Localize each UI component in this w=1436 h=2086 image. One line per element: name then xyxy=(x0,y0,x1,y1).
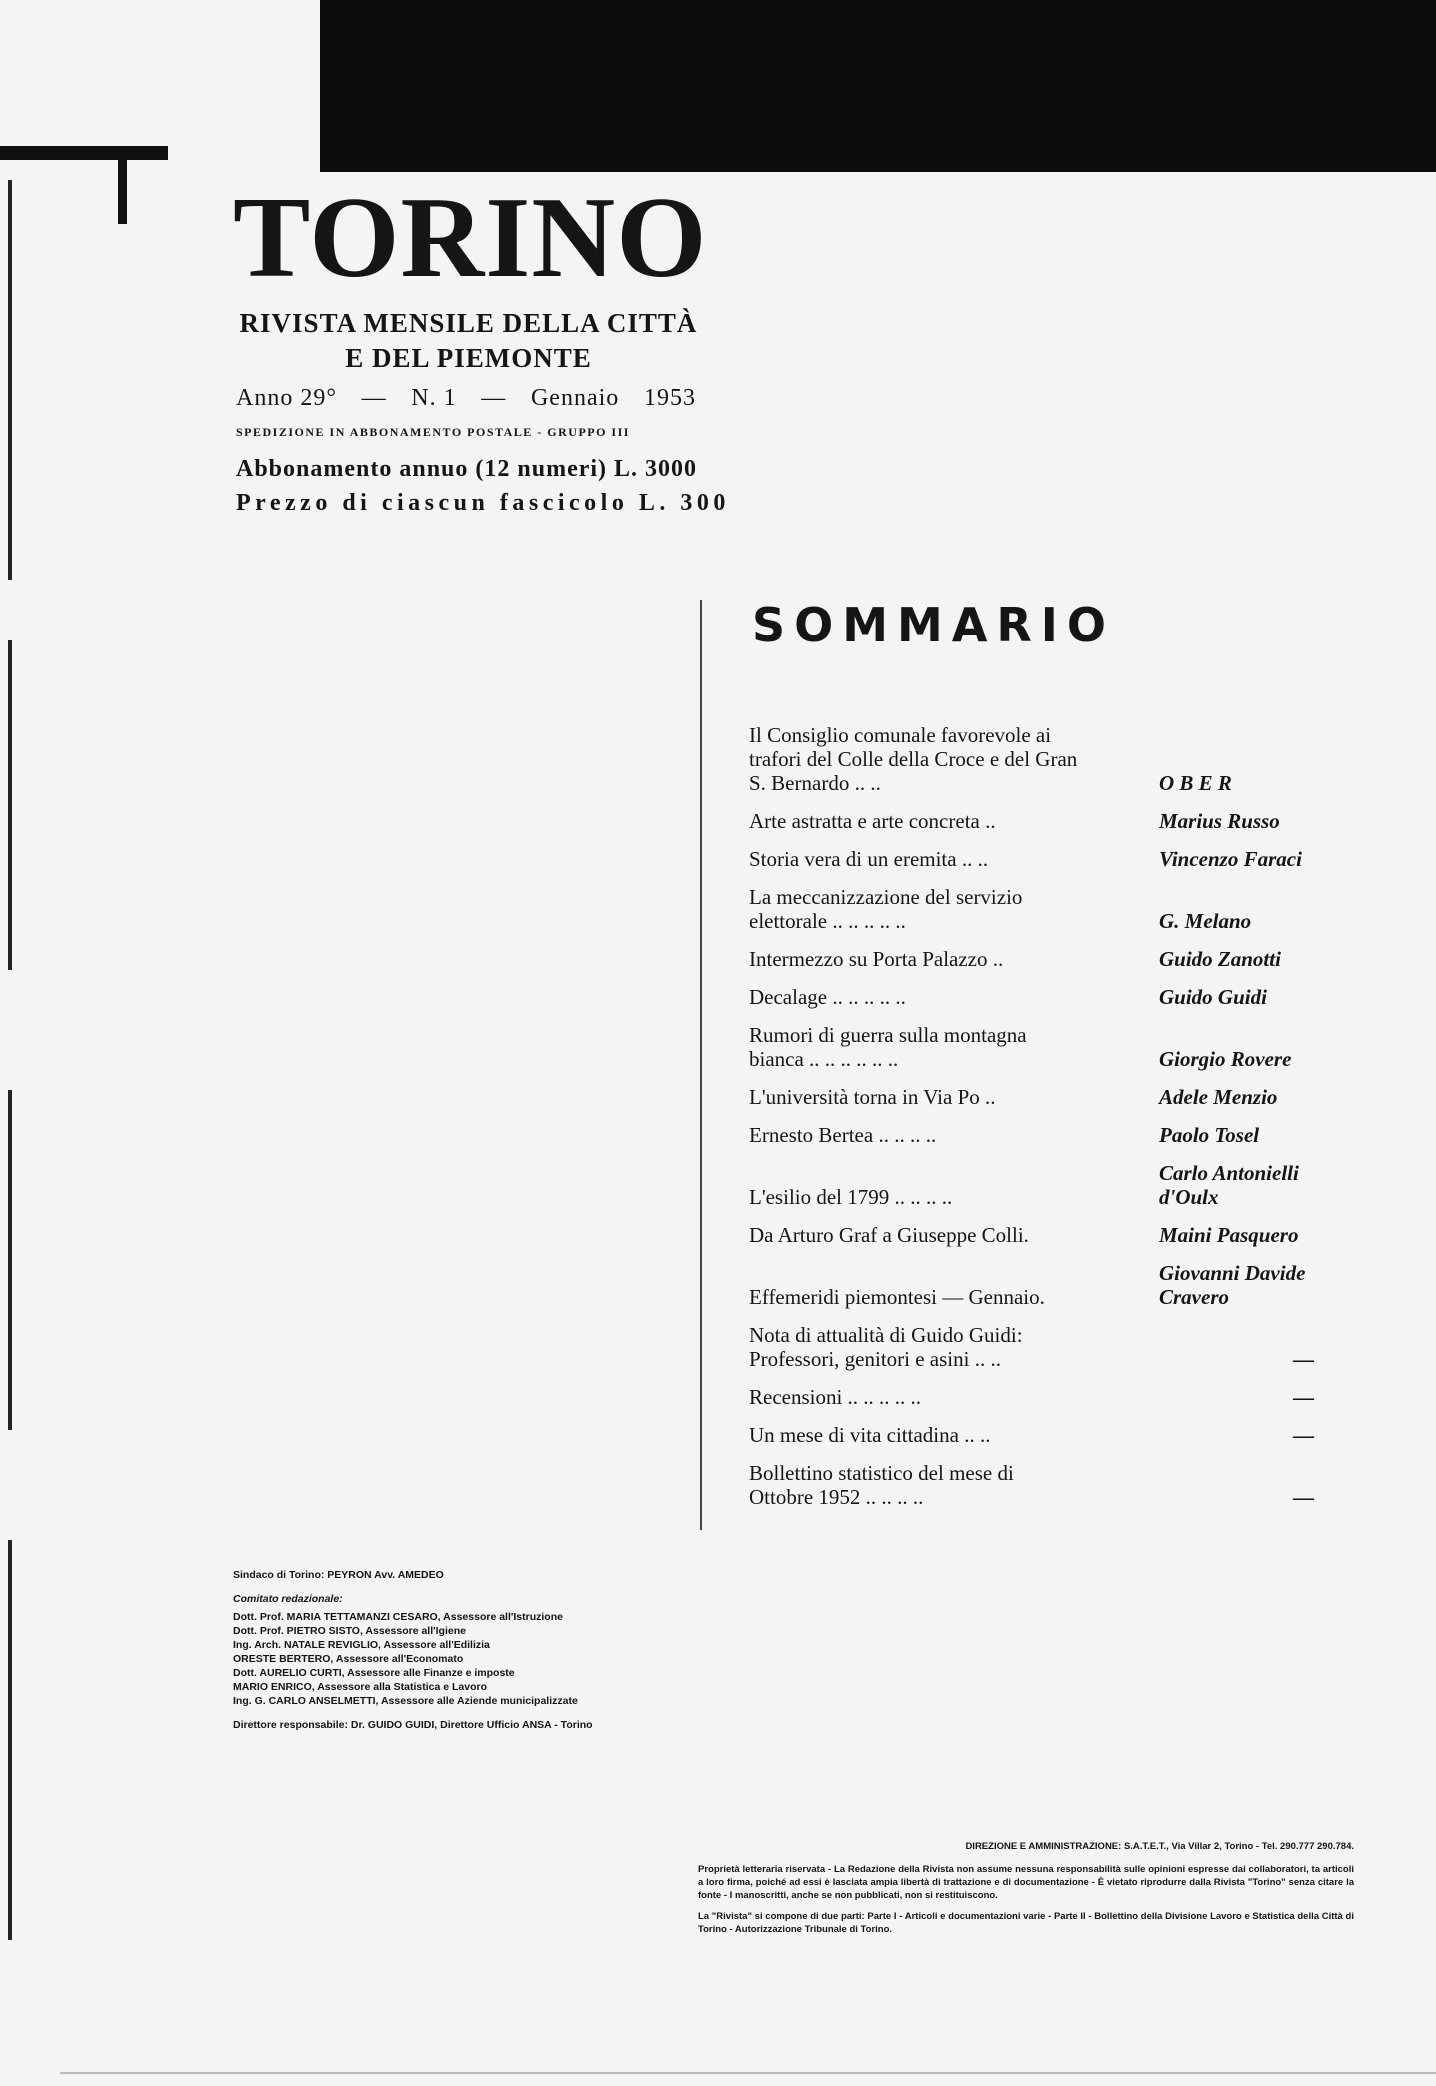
magazine-parts-note: La "Rivista" si compone di due parti: Parte I - Articoli e documentazioni varie - Parte II - Bollettino della Divisione Lavoro e Statistica della Città di Torino - Autorizzazione Tribunale di Torino. xyxy=(698,1911,1354,1935)
scan-black-border xyxy=(320,0,1436,172)
toc-entry xyxy=(749,809,1324,833)
toc-entry-author: — xyxy=(1293,1347,1314,1371)
magazine-title: TORINO xyxy=(233,174,708,302)
toc-entry-title: Decalage .. .. .. .. .. xyxy=(749,985,906,1009)
issue-price: Prezzo di ciascun fascicolo L. 300 xyxy=(236,490,730,516)
toc-entry-author: O B E R xyxy=(1159,771,1232,795)
scan-left-edge xyxy=(8,1540,12,1940)
scan-left-edge xyxy=(8,640,12,970)
toc-entry xyxy=(749,885,1324,933)
toc-entry-title: Rumori di guerra sulla montagna bianca .. .. .. .. .. .. xyxy=(749,1023,1027,1071)
postal-notice: SPEDIZIONE IN ABBONAMENTO POSTALE - GRUPPO III xyxy=(236,425,630,439)
committee-label: Comitato redazionale: xyxy=(233,1593,343,1605)
subscription-price: Abbonamento annuo (12 numeri) L. 3000 xyxy=(236,456,698,482)
toc-entry-author: Marius Russo xyxy=(1159,809,1280,833)
issue-line xyxy=(236,385,696,412)
administration-address: DIREZIONE E AMMINISTRAZIONE: S.A.T.E.T., Via Villar 2, Torino - Tel. 290.777 290.784. xyxy=(965,1841,1354,1852)
toc-entry xyxy=(749,1123,1324,1147)
issue-separator: — xyxy=(481,385,507,411)
toc-entry-title: Nota di attualità di Guido Guidi: Professori, genitori e asini .. .. xyxy=(749,1323,1023,1371)
issue-separator: — xyxy=(361,385,387,411)
committee-member: Dott. Prof. PIETRO SISTO, Assessore all'Igiene xyxy=(233,1625,466,1637)
toc-entry-title: Effemeridi piemontesi — Gennaio. xyxy=(749,1285,1045,1309)
committee-member: Ing. G. CARLO ANSELMETTI, Assessore alle Aziende municipalizzate xyxy=(233,1695,578,1707)
toc-entry-author: — xyxy=(1293,1485,1314,1509)
toc-entry xyxy=(749,1261,1324,1309)
toc-entry-author: Guido Zanotti xyxy=(1159,947,1281,971)
scan-corner-mark-vertical xyxy=(118,146,127,224)
committee-member: Dott. Prof. MARIA TETTAMANZI CESARO, Assessore all'Istruzione xyxy=(233,1611,563,1623)
toc-entry-author: Giorgio Rovere xyxy=(1159,1047,1292,1071)
scan-bottom-edge xyxy=(60,2072,1436,2074)
issue-month: Gennaio xyxy=(530,385,620,411)
scan-left-edge xyxy=(8,1090,12,1430)
committee-member: ORESTE BERTERO, Assessore all'Economato xyxy=(233,1653,464,1665)
committee-member: Dott. AURELIO CURTI, Assessore alle Finanze e imposte xyxy=(233,1667,515,1679)
toc-entry-author: — xyxy=(1293,1423,1314,1447)
toc-entry xyxy=(749,1023,1324,1071)
column-divider xyxy=(700,600,702,1530)
subtitle-line-2: E DEL PIEMONTE xyxy=(345,343,592,373)
committee-members xyxy=(233,1610,713,1708)
scan-corner-mark xyxy=(0,146,168,160)
toc-entry xyxy=(749,1323,1324,1371)
toc-entry-title: Recensioni .. .. .. .. .. xyxy=(749,1385,922,1409)
toc-entry-author: Maini Pasquero xyxy=(1159,1223,1299,1247)
toc-entry xyxy=(749,1461,1324,1509)
contents-heading: SOMMARIO xyxy=(752,598,1116,652)
toc-entry-title: Un mese di vita cittadina .. .. xyxy=(749,1423,991,1447)
toc-entry-author: — xyxy=(1293,1385,1314,1409)
committee-member: Ing. Arch. NATALE REVIGLIO, Assessore all'Edilizia xyxy=(233,1639,490,1651)
issue-date-year: 1953 xyxy=(643,385,696,411)
mayor-line: Sindaco di Torino: PEYRON Avv. AMEDEO xyxy=(233,1569,444,1581)
toc-entry xyxy=(749,1085,1324,1109)
toc-entry-title: Da Arturo Graf a Giuseppe Colli. xyxy=(749,1223,1029,1247)
toc-entry-title: La meccanizzazione del servizio elettorale .. .. .. .. .. xyxy=(749,885,1023,933)
toc-entry-author: Guido Guidi xyxy=(1159,985,1267,1009)
toc-entry xyxy=(749,947,1324,971)
toc-entry xyxy=(749,1423,1324,1447)
committee-member: MARIO ENRICO, Assessore alla Statistica e Lavoro xyxy=(233,1681,488,1693)
copyright-notice: Proprietà letteraria riservata - La Redazione della Rivista non assume nessuna responsabilità sulle opinioni espresse dai collaboratori, ta articoli a loro firma, poiché ad essi è lasciata ampia libertà di trattazione e di documentazione - È vietato riprodurre dalla Rivista "Torino" senza citare la fonte - I manoscritti, anche se non pubblicati, non si restituiscono. xyxy=(698,1864,1354,1901)
toc-entry xyxy=(749,1223,1324,1247)
toc-entry xyxy=(749,847,1324,871)
toc-entry-title: Intermezzo su Porta Palazzo .. xyxy=(749,947,1004,971)
publisher-footer xyxy=(698,1840,1354,1944)
toc-entry-title: Storia vera di un eremita .. .. xyxy=(749,847,989,871)
toc-entry-title: Arte astratta e arte concreta .. xyxy=(749,809,996,833)
toc-entry-author: Adele Menzio xyxy=(1159,1085,1278,1109)
toc-entry-title: Ernesto Bertea .. .. .. .. xyxy=(749,1123,937,1147)
toc-entry-author: Carlo Antonielli d'Oulx xyxy=(1159,1161,1299,1209)
toc-entry-title: Bollettino statistico del mese di Ottobre 1952 .. .. .. .. xyxy=(749,1461,1014,1509)
issue-number: N. 1 xyxy=(411,385,457,411)
toc-entry xyxy=(749,985,1324,1009)
toc-entry xyxy=(749,1161,1324,1209)
issue-year: Anno 29° xyxy=(236,385,337,411)
toc-entry-title: Il Consiglio comunale favorevole ai trafori del Colle della Croce e del Gran S. Bernardo .. .. xyxy=(749,723,1078,795)
table-of-contents xyxy=(749,723,1324,1523)
toc-entry-title: L'esilio del 1799 .. .. .. .. xyxy=(749,1185,953,1209)
editor-line: Direttore responsabile: Dr. GUIDO GUIDI, Direttore Ufficio ANSA - Torino xyxy=(233,1719,593,1731)
toc-entry-author: Giovanni Davide Cravero xyxy=(1159,1261,1306,1309)
toc-entry xyxy=(749,1385,1324,1409)
subtitle-line-1: RIVISTA MENSILE DELLA CITTÀ xyxy=(239,308,698,338)
editorial-staff xyxy=(233,1568,713,1732)
scan-left-edge xyxy=(8,180,12,580)
toc-entry-author: G. Melano xyxy=(1159,909,1252,933)
magazine-subtitle xyxy=(236,306,701,376)
toc-entry xyxy=(749,723,1324,795)
toc-entry-title: L'università torna in Via Po .. xyxy=(749,1085,996,1109)
toc-entry-author: Paolo Tosel xyxy=(1159,1123,1260,1147)
toc-entry-author: Vincenzo Faraci xyxy=(1159,847,1302,871)
